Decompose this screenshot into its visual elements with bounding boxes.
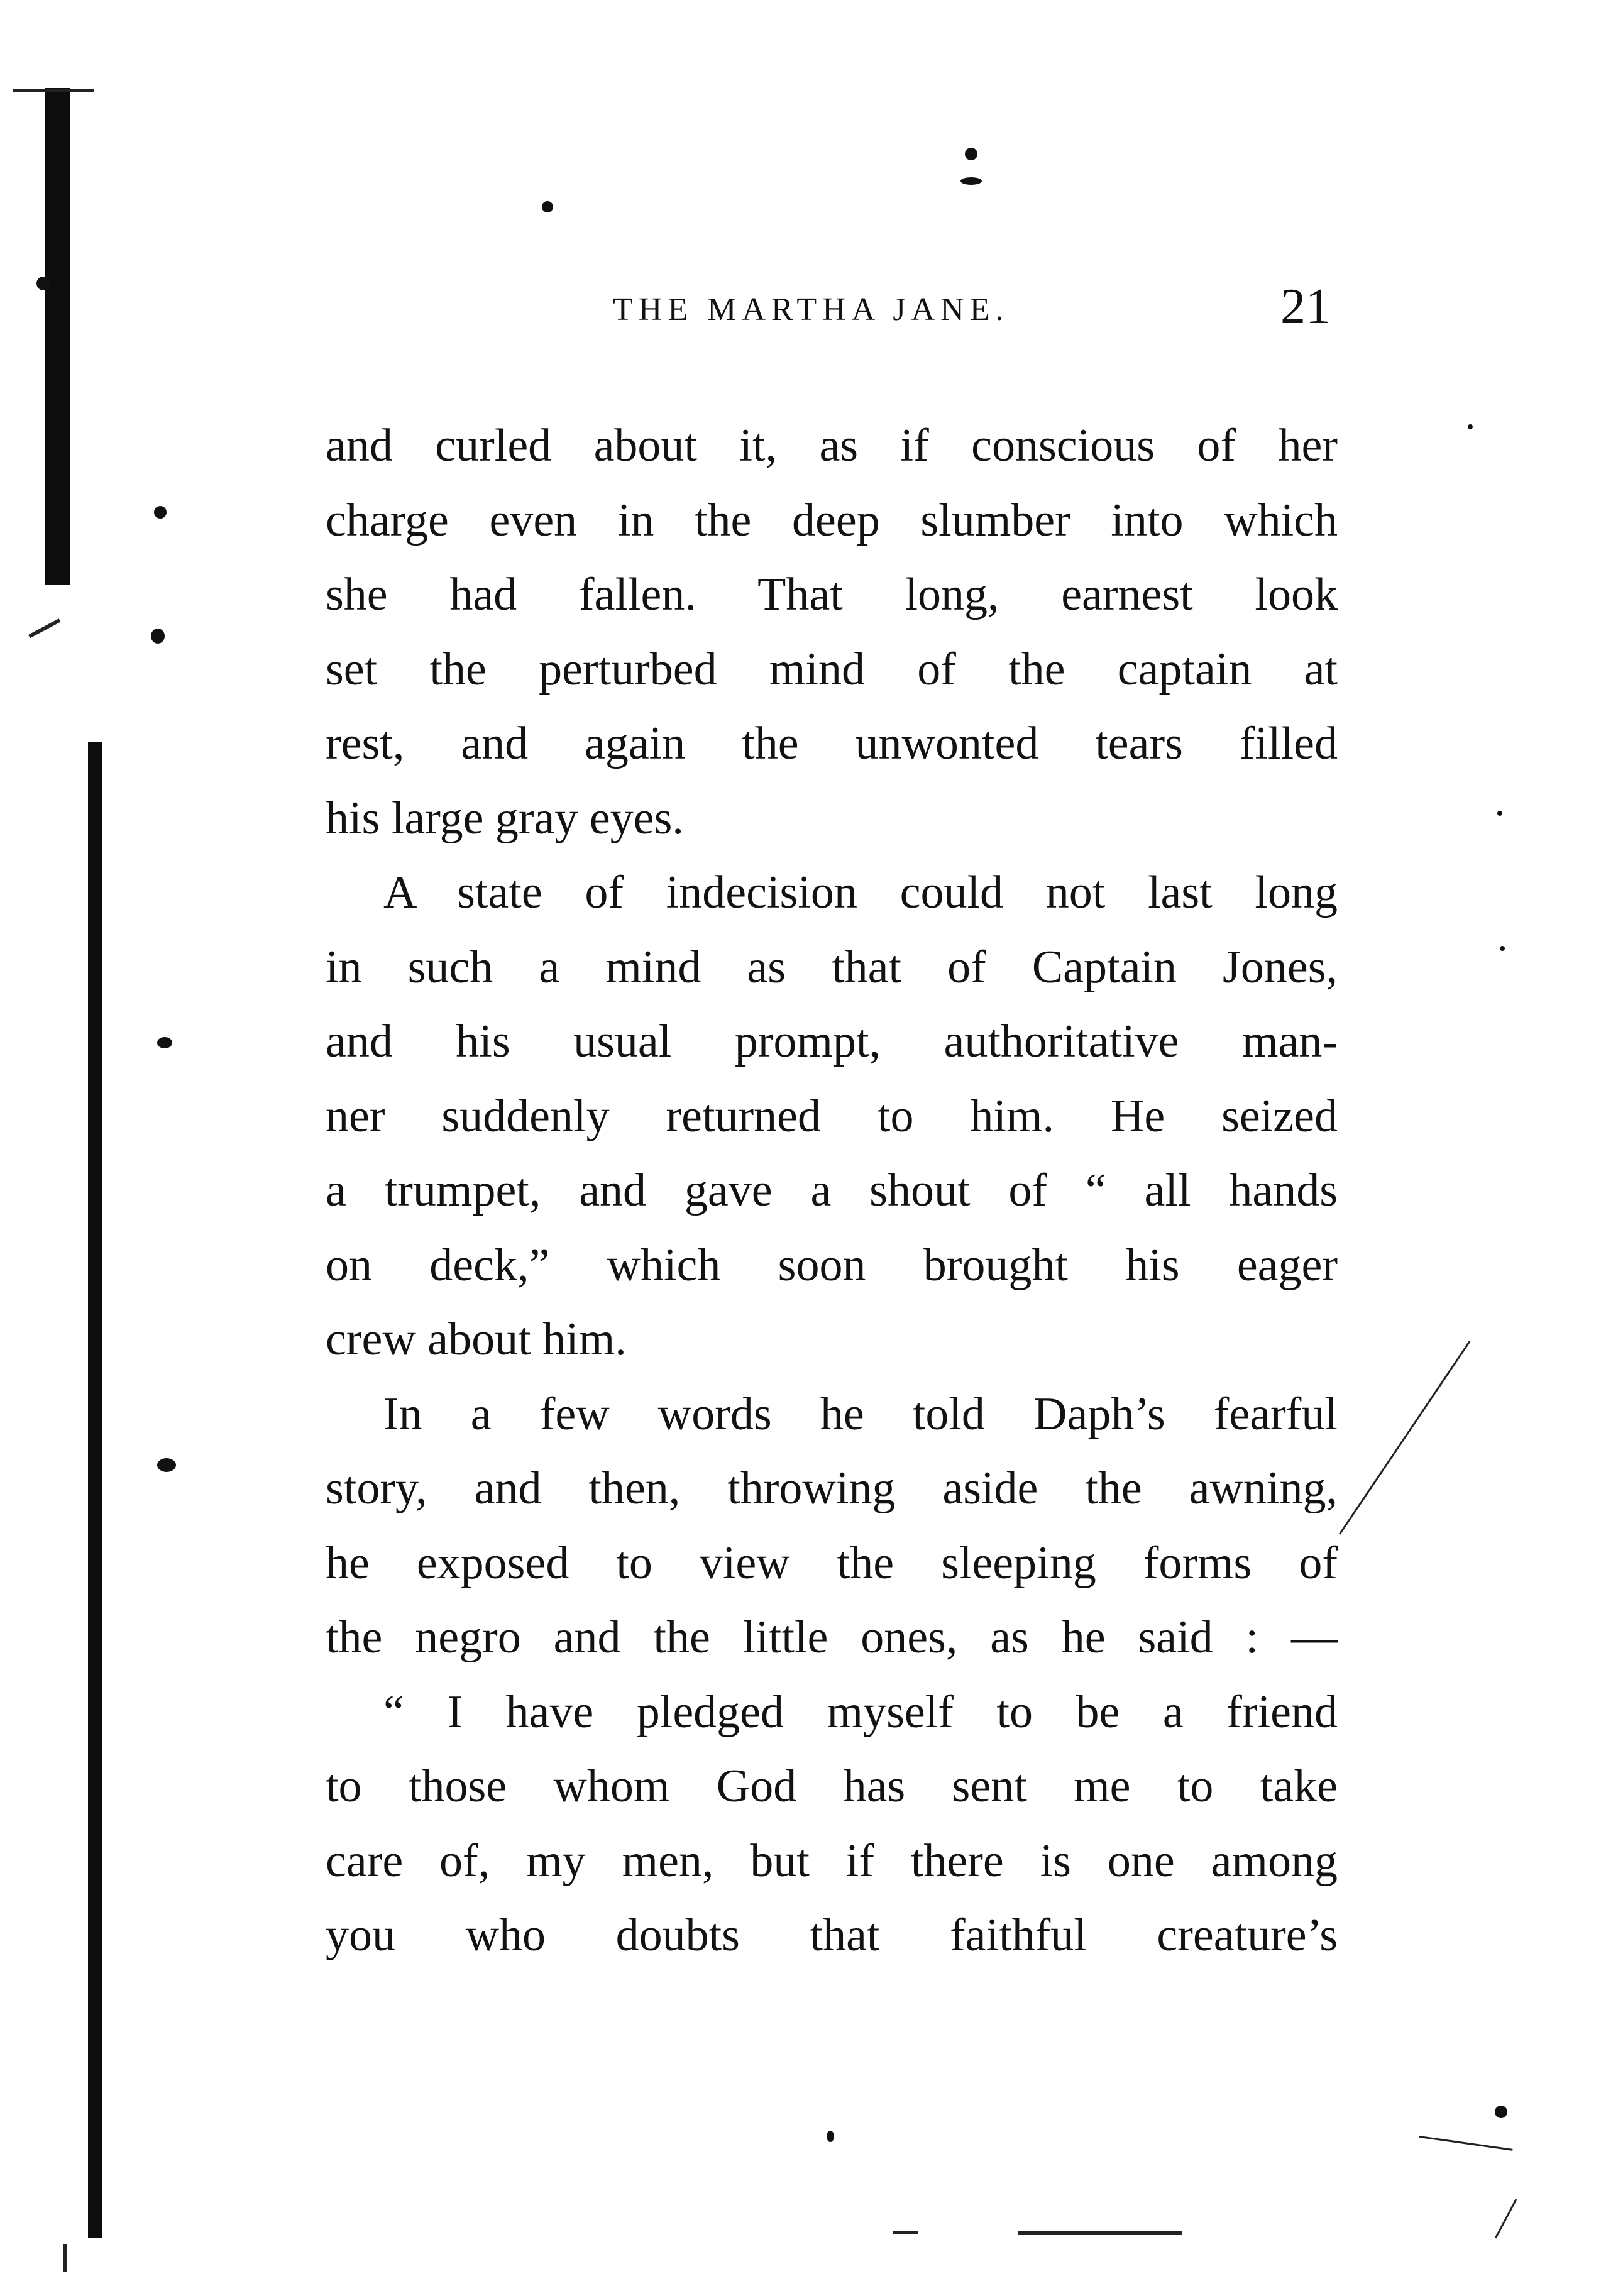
pen-stroke [1495, 2199, 1517, 2238]
bottom-smudge [1018, 2231, 1182, 2235]
text-line: he exposed to view the sleeping forms of [326, 1537, 1338, 1589]
scan-speck [1497, 811, 1502, 816]
scan-speck [157, 1458, 176, 1472]
text-line: a trumpet, and gave a shout of “ all hands [326, 1165, 1338, 1216]
text-line: set the perturbed mind of the captain at [326, 643, 1338, 695]
body-text [326, 409, 1338, 1973]
scan-speck [1500, 946, 1505, 951]
binding-edge-top-line [13, 89, 94, 92]
binding-edge-shadow-lower [88, 742, 102, 2238]
scan-speck [542, 201, 553, 212]
running-header [613, 279, 1342, 336]
text-line: ner suddenly returned to him. He seized [326, 1090, 1338, 1142]
text-line: she had fallen. That long, earnest look [326, 569, 1338, 620]
scan-speck [151, 629, 165, 644]
text-line: crew about him. [326, 1314, 627, 1365]
text-line: you who doubts that faithful creature’s [326, 1909, 1338, 1961]
text-line: and his usual prompt, authoritative man- [326, 1016, 1338, 1067]
text-line: and curled about it, as if conscious of her [326, 420, 1338, 471]
text-line: to those whom God has sent me to take [326, 1760, 1338, 1812]
binding-edge-shadow [45, 88, 70, 585]
scan-speck [157, 1037, 172, 1048]
scan-speck [965, 148, 977, 160]
text-line: story, and then, throwing aside the awning, [326, 1463, 1338, 1514]
scan-speck [1468, 424, 1473, 429]
text-line: A state of indecision could not last long [383, 867, 1338, 918]
text-line: his large gray eyes. [326, 792, 684, 844]
scan-speck [960, 177, 982, 185]
scan-speck [36, 277, 50, 290]
scan-speck [827, 2131, 834, 2142]
text-line: charge even in the deep slumber into which [326, 494, 1338, 546]
text-line: the negro and the little ones, as he said : — [326, 1612, 1338, 1663]
page-number: 21 [1280, 279, 1331, 334]
text-line: In a few words he told Daph’s fearful [383, 1388, 1338, 1440]
running-title: THE MARTHA JANE. [613, 292, 1010, 327]
text-line: “ I have pledged myself to be a friend [383, 1686, 1338, 1738]
pen-stroke [1339, 1341, 1470, 1534]
pen-stroke [1419, 2136, 1513, 2151]
bottom-smudge [893, 2231, 918, 2234]
text-line: rest, and again the unwonted tears filled [326, 718, 1338, 769]
pen-stroke [28, 618, 60, 638]
bottom-left-mark [63, 2244, 67, 2272]
scan-speck [1495, 2106, 1507, 2118]
text-line: in such a mind as that of Captain Jones, [326, 941, 1338, 993]
scan-speck [154, 506, 167, 519]
text-line: care of, my men, but if there is one among [326, 1835, 1338, 1887]
text-line: on deck,” which soon brought his eager [326, 1239, 1338, 1291]
